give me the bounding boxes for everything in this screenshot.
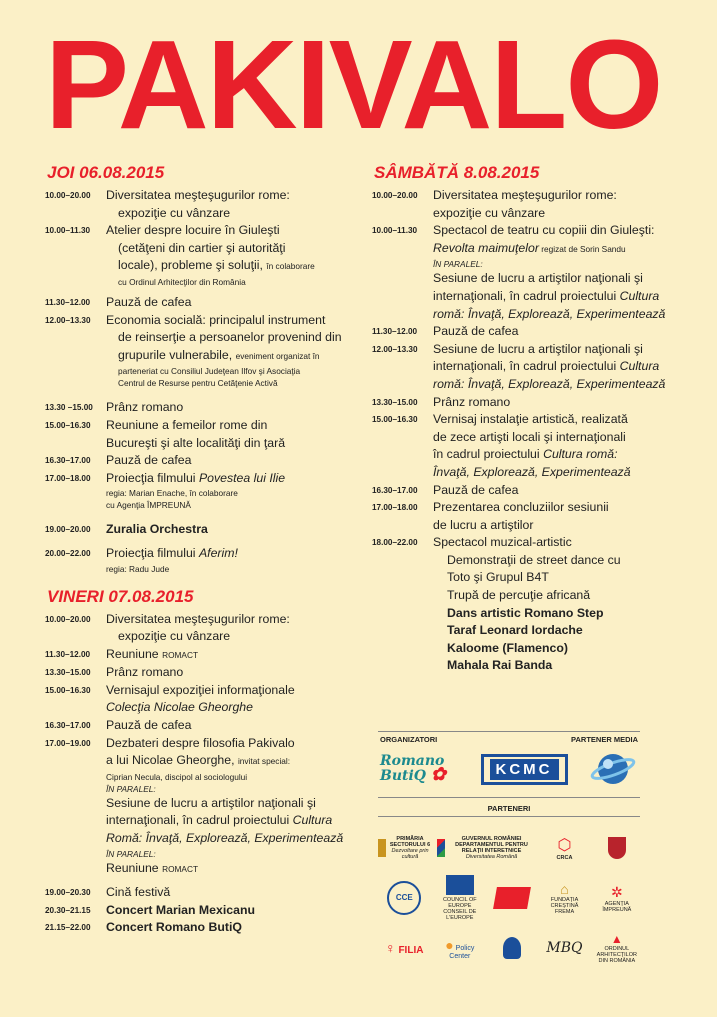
schedule-entry	[372, 482, 692, 500]
schedule-entry	[45, 417, 365, 452]
entry-text: Pauză de cafea	[106, 718, 192, 733]
schedule-entry	[45, 902, 365, 920]
performance-item: Mahala Rai Banda	[447, 658, 553, 673]
romano-butiq-logo: Romano ButiQ ✿	[380, 753, 446, 785]
entry-text: ROMACT	[162, 863, 199, 874]
left-column	[45, 163, 365, 937]
red-flag-logo	[489, 877, 535, 919]
schedule-entry	[45, 470, 365, 512]
schedule-entry	[372, 411, 692, 481]
entry-text: Spectacol muzical-artistic	[433, 535, 572, 550]
entry-time: 15.00–16.30	[45, 420, 91, 430]
entry-text: locale), probleme şi soluţii,	[118, 258, 263, 273]
entry-time: 20.00–22.00	[45, 548, 91, 558]
schedule-entry	[45, 611, 365, 646]
entry-time: 11.30–12.00	[372, 327, 418, 337]
schedule-entry	[45, 682, 365, 717]
schedule-entry	[45, 521, 365, 539]
kcmc-logo: KCMC	[481, 754, 568, 785]
mbq-logo: MBQ	[546, 940, 583, 956]
schedule-entry	[45, 222, 365, 288]
entry-text: Proiecţia filmului	[106, 545, 199, 560]
entry-text: Cultura	[619, 359, 660, 374]
schedule-entry	[372, 534, 692, 675]
performance-item: Trupă de percuţie africană	[447, 588, 591, 603]
schedule-entry	[45, 452, 365, 470]
entry-text: în cadrul proiectului	[433, 447, 544, 462]
entry-time: 17.00–19.00	[45, 738, 91, 748]
media-partner-logo	[588, 749, 638, 789]
performance-item: Taraf Leonard Iordache	[447, 623, 583, 638]
schedule-entry	[45, 735, 365, 879]
entry-text: Reuniune	[106, 646, 163, 661]
entry-text: Sesiune de lucru a artiştilor naţionali şi	[106, 795, 316, 810]
entry-text: Diversitatea meşteşugurilor rome:	[433, 188, 617, 202]
crca-logo: ⬡ CRCA	[556, 837, 573, 861]
entry-text: Dezbateri despre filosofia Pakivalo	[106, 735, 295, 750]
entry-time: 19.00–20.30	[45, 888, 91, 898]
schedule-entry	[372, 394, 692, 412]
parallel-label: ÎN PARALEL:	[106, 848, 156, 859]
entry-note: cu Agenţia ÎMPREUNĂ	[106, 500, 191, 511]
entry-text: Vernisaj instalaţie artistică, realizată	[433, 412, 628, 427]
entry-text: Diversitatea meşteşugurilor rome:	[106, 611, 290, 626]
entry-text: de reinserţie a persoanelor provenind din	[118, 330, 342, 345]
schedule-entry	[45, 399, 365, 417]
entry-text: Atelier despre locuire în Giuleşti	[106, 223, 280, 238]
cce-logo: CCE	[378, 877, 431, 919]
schedule-entry	[372, 323, 692, 341]
entry-text: Colecţia Nicolae Gheorghe	[106, 700, 253, 715]
entry-time: 21.15–22.00	[45, 923, 91, 933]
entry-text: Romă: Învaţă, Explorează, Experimentează	[106, 831, 344, 846]
schedule-entry	[45, 717, 365, 735]
entry-text: Cină festivă	[106, 885, 171, 900]
entry-text: de lucru a artiştilor	[433, 517, 534, 532]
entry-text: Proiecţia filmului	[106, 470, 199, 485]
entry-text: expoziţie cu vânzare	[118, 629, 231, 644]
entry-text: Concert Romano ButiQ	[106, 920, 242, 935]
entry-time: 15.00–16.30	[45, 685, 91, 695]
entry-text: expoziţie cu vânzare	[433, 205, 546, 220]
entry-time: 16.30–17.00	[372, 485, 418, 495]
entry-text: Prânz romano	[433, 394, 511, 409]
entry-text: Zuralia Orchestra	[106, 522, 208, 537]
frema-logo: ⌂ FUNDAȚIA CREȘTINĂ FREMA	[550, 881, 579, 915]
entry-note: cu Ordinul Arhitecţilor din România	[118, 276, 246, 287]
entry-text: grupurile vulnerabile,	[118, 347, 233, 362]
entry-note: în colaborare	[266, 261, 315, 272]
county-crest-logo	[594, 827, 640, 869]
day-heading: VINERI 07.08.2015	[47, 586, 194, 606]
schedule-entry	[45, 545, 365, 575]
entry-time: 19.00–20.00	[45, 525, 91, 535]
entry-time: 10.00–20.00	[45, 614, 91, 624]
entry-time: 16.30–17.00	[45, 721, 91, 731]
entry-time: 10.00–20.00	[372, 191, 418, 200]
entry-text: Revolta maimuţelor	[433, 240, 539, 255]
entry-note: regizat de Sorin Sandu	[538, 243, 626, 254]
hands-logo	[489, 927, 535, 969]
entry-time: 15.00–16.30	[372, 415, 418, 425]
organizers-label: ORGANIZATORI	[380, 735, 438, 744]
entry-time: 11.30–12.00	[45, 649, 91, 659]
entry-note: eveniment organizat în	[235, 350, 320, 361]
entry-text: internaţionali, în cadrul proiectului	[106, 813, 293, 828]
media-partner-label: PARTENER MEDIA	[571, 735, 638, 744]
entry-time: 18.00–22.00	[372, 538, 418, 548]
entry-time: 10.00–11.30	[45, 226, 91, 236]
dri-logo: GUVERNUL ROMÂNIEI DEPARTAMENTUL PENTRU RELAŢII INTERETNICE Diversitatea Română	[437, 827, 536, 869]
entry-time: 11.30–12.00	[45, 297, 91, 307]
schedule-entry	[45, 187, 365, 222]
impreuna-logo: ✲ AGENȚIA ÎMPREUNĂ	[602, 883, 632, 913]
entry-text: Cultura	[619, 288, 660, 303]
entry-text: Concert Marian Mexicanu	[106, 902, 255, 917]
entry-text: Pauză de cafea	[106, 453, 192, 468]
entry-text: Bucureşti şi alte localităţi din ţară	[106, 435, 286, 450]
entry-time: 17.00–18.00	[372, 503, 418, 513]
entry-text: Sesiune de lucru a artiştilor naţionali şi	[433, 271, 643, 286]
partners-label: PARTENERI	[487, 804, 531, 813]
entry-text: Economia socială: principalul instrument	[106, 312, 326, 327]
entry-text: a lui Nicolae Gheorghe,	[106, 753, 235, 768]
entry-text: internaţionali, în cadrul proiectului	[433, 288, 620, 303]
schedule-entry	[372, 187, 692, 222]
entry-text: Reuniune a femeilor rome din	[106, 417, 268, 432]
performance-item: Kaloome (Flamenco)	[447, 640, 568, 655]
entry-note: Ciprian Necula, discipol al sociologului	[106, 771, 248, 782]
entry-text: expoziţie cu vânzare	[118, 205, 231, 220]
entry-note: invitat special:	[237, 756, 291, 767]
schedule-entry	[45, 294, 365, 312]
policy-center-logo: ● Policy Center	[445, 936, 475, 960]
entry-note: parteneriat cu Consiliul Judeţean Ilfov şi Asociaţia	[118, 366, 301, 377]
council-of-europe-logo: COUNCIL OF EUROPE CONSEIL DE L'EUROPE	[437, 877, 483, 919]
entry-text: Vernisajul expoziţiei informaţionale	[106, 682, 295, 697]
entry-note: Centrul de Resurse pentru Cetăţenie Activă	[118, 378, 278, 389]
entry-note: regia: Radu Jude	[106, 563, 170, 574]
entry-text: Pauză de cafea	[433, 482, 519, 497]
entry-text: ROMACT	[162, 649, 199, 660]
entry-time: 16.30–17.00	[45, 456, 91, 466]
entry-text: Pauză de cafea	[106, 294, 192, 309]
entry-time: 17.00–18.00	[45, 473, 91, 483]
entry-note: regia: Marian Enache, în colaborare	[106, 488, 238, 499]
entry-time: 12.00–13.30	[45, 315, 91, 325]
entry-text: internaţionali, în cadrul proiectului	[433, 359, 620, 374]
schedule-entry	[372, 341, 692, 394]
entry-text: Diversitatea meşteşugurilor rome:	[106, 188, 290, 202]
entry-time: 12.00–13.30	[372, 344, 418, 354]
schedule-entry	[45, 312, 365, 390]
schedule-entry	[372, 222, 692, 323]
parallel-label: ÎN PARALEL:	[106, 783, 156, 794]
schedule-entry	[45, 664, 365, 682]
partners-grid	[378, 827, 640, 969]
filia-logo: ♀ FILIA	[385, 940, 424, 956]
entry-text: Învaţă, Explorează, Experimentează	[433, 464, 631, 479]
parallel-label: ÎN PARALEL:	[433, 259, 483, 270]
entry-time: 13.30–15.00	[45, 668, 91, 678]
entry-text: Prânz romano	[106, 400, 184, 415]
entry-text: Cultura	[292, 813, 333, 828]
logos-panel	[378, 728, 640, 969]
entry-time: 10.00–20.00	[45, 191, 91, 200]
performance-item: Toto şi Grupul B4T	[447, 570, 549, 585]
film-title: Aferim!	[198, 545, 238, 560]
entry-text: Spectacol de teatru cu copiii din Giuleşti:	[433, 223, 655, 238]
entry-text: de zece artişti locali şi internaţionali	[433, 429, 626, 444]
performance-item: Demonstraţii de street dance cu	[447, 552, 621, 567]
entry-time: 10.00–11.30	[372, 226, 418, 236]
schedule-entry	[45, 884, 365, 902]
entry-text: Prânz romano	[106, 665, 184, 680]
right-column	[372, 163, 692, 675]
entry-text: (cetăţeni din cartier şi autorităţi	[118, 240, 286, 255]
entry-text: Reuniune	[106, 860, 163, 875]
entry-text: Prezentarea concluziilor sesiunii	[433, 500, 609, 515]
schedule-entry	[45, 646, 365, 665]
schedule-entry	[45, 919, 365, 937]
film-title: Povestea lui Ilie	[198, 470, 286, 485]
entry-text: Cultura romă:	[543, 447, 618, 462]
performance-item: Dans artistic Romano Step	[447, 605, 604, 620]
entry-time: 13.30–15.00	[372, 397, 418, 407]
entry-time: 13.30 –15.00	[45, 403, 93, 413]
entry-text: Sesiune de lucru a artiştilor naţionali şi	[433, 341, 643, 356]
oar-logo: ▲ ORDINUL ARHITECȚILOR DIN ROMÂNIA	[596, 932, 637, 964]
entry-text: Pauză de cafea	[433, 324, 519, 339]
day-heading: JOI 06.08.2015	[47, 163, 165, 182]
day-heading: SÂMBĂTĂ 8.08.2015	[374, 163, 540, 182]
entry-text: romă: Învaţă, Explorează, Experimentează	[433, 306, 666, 321]
entry-time: 20.30–21.15	[45, 905, 91, 915]
primaria-sector6-logo: PRIMĂRIA SECTORULUI 6 Dezvoltare prin cultură	[378, 827, 431, 869]
schedule-entry	[372, 499, 692, 534]
entry-text: romă: Învaţă, Explorează, Experimentează	[433, 376, 666, 391]
poster-title: PAKIVALO	[45, 14, 662, 155]
